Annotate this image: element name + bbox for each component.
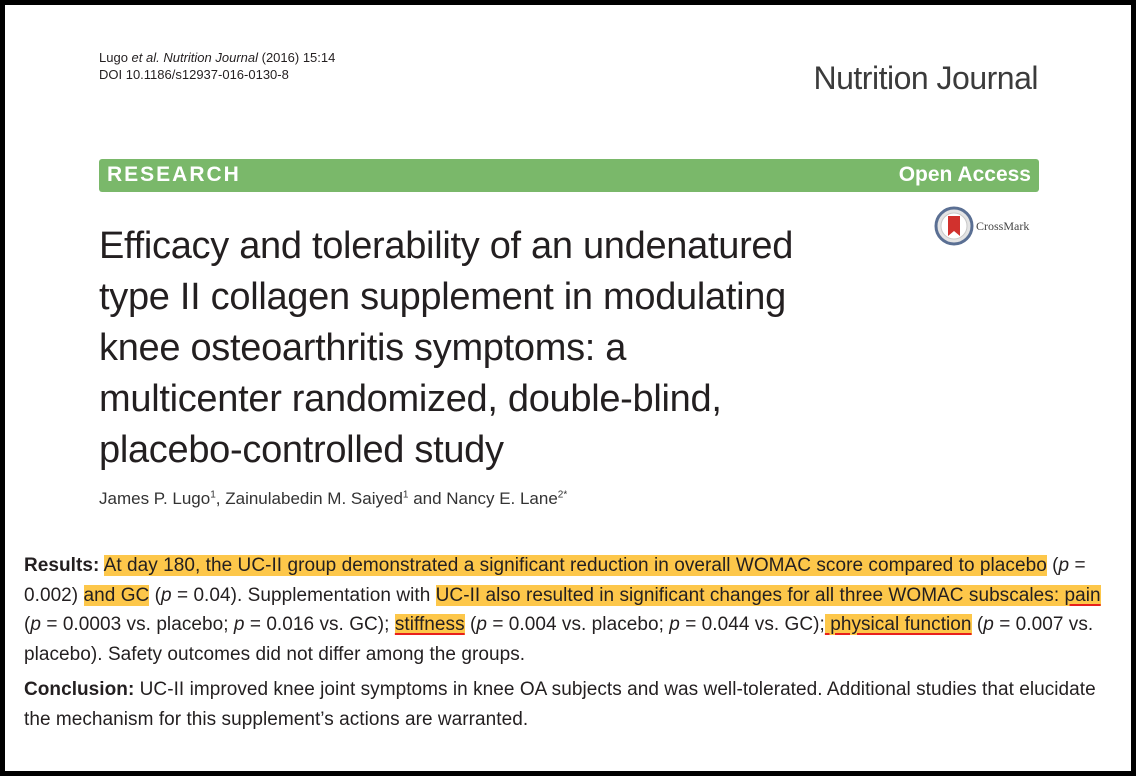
abstract-excerpt: [24, 551, 1112, 734]
article-title: [99, 221, 919, 476]
title-line: placebo-controlled study: [99, 429, 504, 471]
highlight: UC-II also resulted in significant changes for all three WOMAC subscales:: [435, 584, 1065, 606]
article-type-label: RESEARCH: [107, 163, 241, 186]
conclusion-paragraph: Conclusion: UC-II improved knee joint symptoms in knee OA subjects and was well-tolerated. Additional studies that elucidate the mechanism for this supplement’s actions are warranted.: [24, 679, 1096, 730]
highlight-underlined: stiffness: [394, 614, 465, 635]
affiliation-marker: 1: [402, 489, 409, 501]
author-name: Nancy E. Lane: [446, 489, 558, 508]
highlight: At day 180, the UC-II group demonstrated a significant reduction in overall WOMAC score compared to placebo: [103, 555, 1047, 576]
author-name: James P. Lugo: [99, 489, 211, 508]
doi-line: DOI 10.1186/s12937-016-0130-8: [99, 67, 289, 82]
title-line: knee osteoarthritis symptoms: a: [99, 327, 627, 369]
crossmark-badge[interactable]: [934, 206, 1029, 246]
results-label: Results:: [24, 555, 100, 576]
citation-header: [99, 49, 335, 83]
title-line: multicenter randomized, double-blind,: [99, 378, 722, 420]
author-name: Zainulabedin M. Saiyed: [225, 489, 403, 508]
crossmark-label: CrossMark: [976, 218, 1030, 233]
title-line: type II collagen supplement in modulating: [99, 276, 786, 318]
citation-line: Lugo et al. Nutrition Journal (2016) 15:14: [99, 50, 336, 65]
results-paragraph: Results: At day 180, the UC-II group demonstrated a significant reduction in overall WOMAC score compared to placebo (p = 0.002) and GC (p = 0.04). Supplementation with UC-II also resulted in significant changes for all three WOMAC subscales: pain (p = 0.0003 vs. placebo; p = 0.016 vs. GC); stiffness (p = 0.004 vs. placebo; p = 0.044 vs. GC); physical function (p = 0.007 vs. placebo). Safety outcomes did not differ among the groups.: [24, 555, 1101, 665]
title-line: Efficacy and tolerability of an undenatured: [99, 225, 794, 267]
highlight-underlined: physical function: [824, 614, 972, 635]
affiliation-marker: 2*: [557, 489, 568, 501]
highlight-underlined: pain: [1064, 584, 1101, 606]
conclusion-label: Conclusion:: [24, 679, 135, 700]
affiliation-marker: 1: [210, 489, 216, 501]
article-type-banner: [99, 159, 1039, 192]
highlight: and GC: [83, 584, 150, 606]
journal-name: Nutrition Journal: [813, 60, 1038, 96]
open-access-label: Open Access: [898, 163, 1031, 186]
crossmark-icon: [934, 206, 974, 246]
author-list: James P. Lugo$^1$, Zainulabedin M. Saiyed$^1$ and Nancy E. Lane$^{2*}$: [99, 489, 568, 508]
